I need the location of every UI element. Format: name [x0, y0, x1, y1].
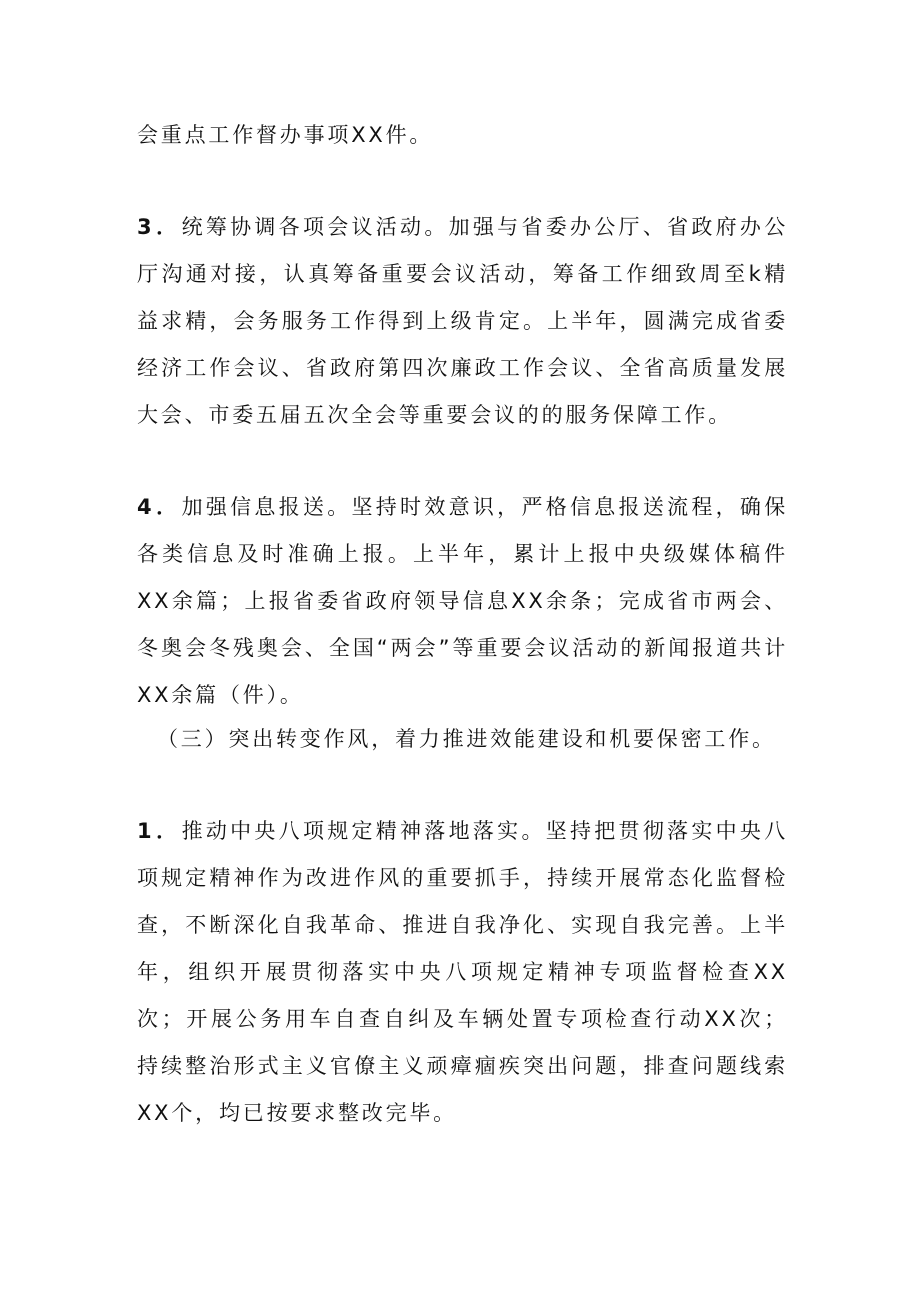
- paragraph-number: 1．: [137, 819, 182, 843]
- paragraph-item-1: [137, 808, 788, 1137]
- paragraph-number: 4．: [137, 495, 182, 519]
- paragraph-item-3: [137, 204, 788, 439]
- paragraph-text: 统筹协调各项会议活动。加强与省委办公厅、省政府办公厅沟通对接，认真筹备重要会议活动，筹备工作细致周至k精益求精，会务服务工作得到上级肯定。上半年，圆满完成省委经济工作会议、省政府第四次廉政工作会议、全省高质量发展大会、市委五届五次全会等重要会议的的服务保障工作。: [137, 215, 788, 427]
- section-heading-text: （三）突出转变作风，着力推进效能建设和机要保密工作。: [157, 727, 776, 751]
- paragraph-number: 3．: [137, 215, 182, 239]
- paragraph-item-4: [137, 484, 788, 719]
- section-heading: [137, 716, 788, 763]
- paragraph-continuation: [137, 112, 788, 159]
- paragraph-text: 推动中央八项规定精神落地落实。坚持把贯彻落实中央八项规定精神作为改进作风的重要抓手，持续开展常态化监督检查，不断深化自我革命、推进自我净化、实现自我完善。上半年，组织开展贯彻落实中央八项规定精神专项监督检查XX次；开展公务用车自查自纠及车辆处置专项检查行动XX次；持续整治形式主义官僚主义顽瘴痼疾突出问题，排查问题线索XX个，均已按要求整改完毕。: [137, 819, 788, 1125]
- paragraph-text: 会重点工作督办事项XX件。: [137, 123, 434, 147]
- paragraph-text: 加强信息报送。坚持时效意识，严格信息报送流程，确保各类信息及时准确上报。上半年，累计上报中央级媒体稿件XX余篇；上报省委省政府领导信息XX余条；完成省市两会、冬奥会冬残奥会、全国“两会”等重要会议活动的新闻报道共计XX余篇（件）。: [137, 495, 788, 707]
